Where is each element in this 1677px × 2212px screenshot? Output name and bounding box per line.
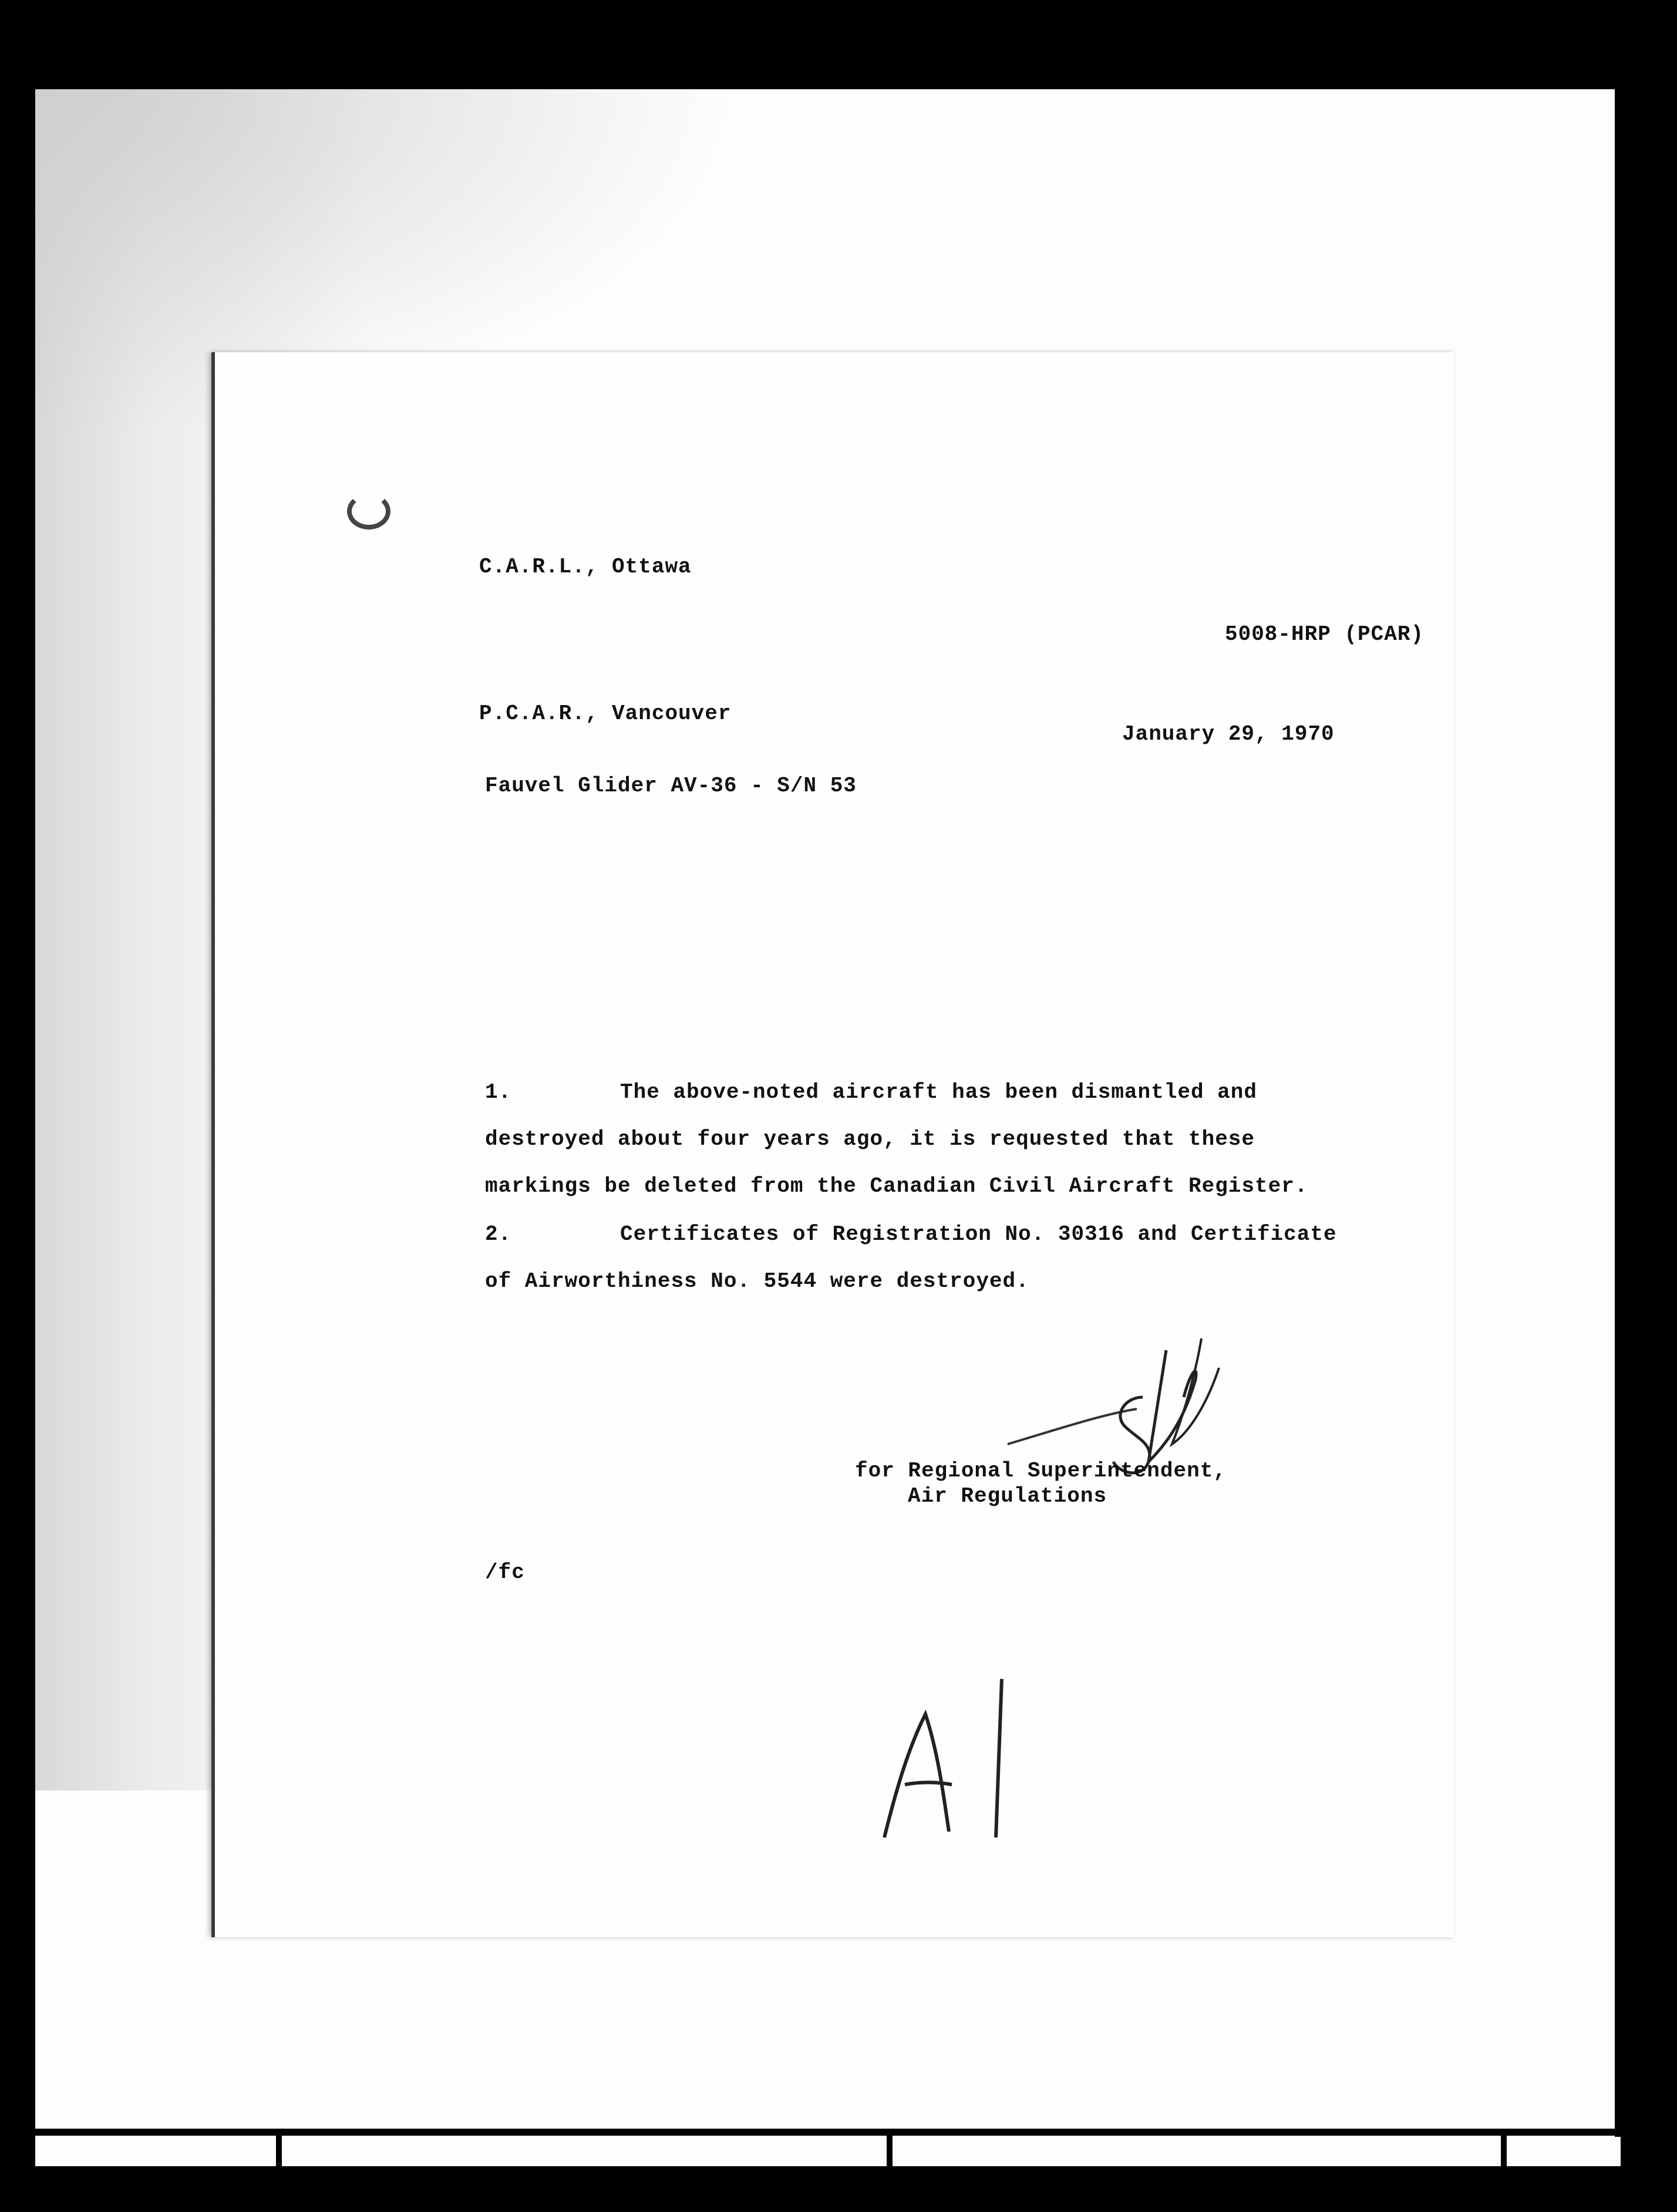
punch-hole	[347, 493, 390, 530]
film-divider-top-1	[264, 0, 270, 88]
paragraph-1-number: 1.	[485, 1080, 512, 1104]
paragraph-1-line-1: The above-noted aircraft has been dismantled and	[620, 1080, 1257, 1104]
signature-title-line-2: Air Regulations	[908, 1484, 1107, 1508]
film-divider-top-2	[875, 0, 881, 88]
film-divider-bottom-3	[1501, 2129, 1507, 2212]
paragraph-1-line-3: markings be deleted from the Canadian Civil Aircraft Register.	[485, 1174, 1308, 1198]
subject-line: Fauvel Glider AV-36 - S/N 53	[485, 774, 857, 798]
film-divider-top-3	[1491, 0, 1497, 88]
handwritten-a1-mark	[873, 1673, 1049, 1849]
typist-reference: /fc	[485, 1560, 525, 1584]
letter-date: January 29, 1970	[1122, 722, 1335, 746]
film-right-edge	[1615, 82, 1623, 2137]
film-divider-bottom-2	[887, 2129, 893, 2212]
film-top-border	[35, 82, 1621, 89]
file-reference: 5008-HRP (PCAR)	[1225, 622, 1425, 646]
paragraph-2-line-2: of Airworthiness No. 5544 were destroyed.	[485, 1269, 1029, 1293]
recipient: C.A.R.L., Ottawa	[479, 555, 692, 579]
film-bottom-border	[35, 2129, 1621, 2136]
paragraph-2-line-1: Certificates of Registration No. 30316 and Certificate	[620, 1222, 1337, 1246]
sender: P.C.A.R., Vancouver	[479, 702, 732, 726]
paragraph-1-line-2: destroyed about four years ago, it is requested that these	[485, 1127, 1255, 1151]
paragraph-2-number: 2.	[485, 1222, 512, 1246]
signature-title-line-1: for Regional Superintendent,	[855, 1459, 1227, 1483]
film-divider-bottom-1	[276, 2129, 282, 2212]
letter-sheet	[211, 352, 1454, 1937]
